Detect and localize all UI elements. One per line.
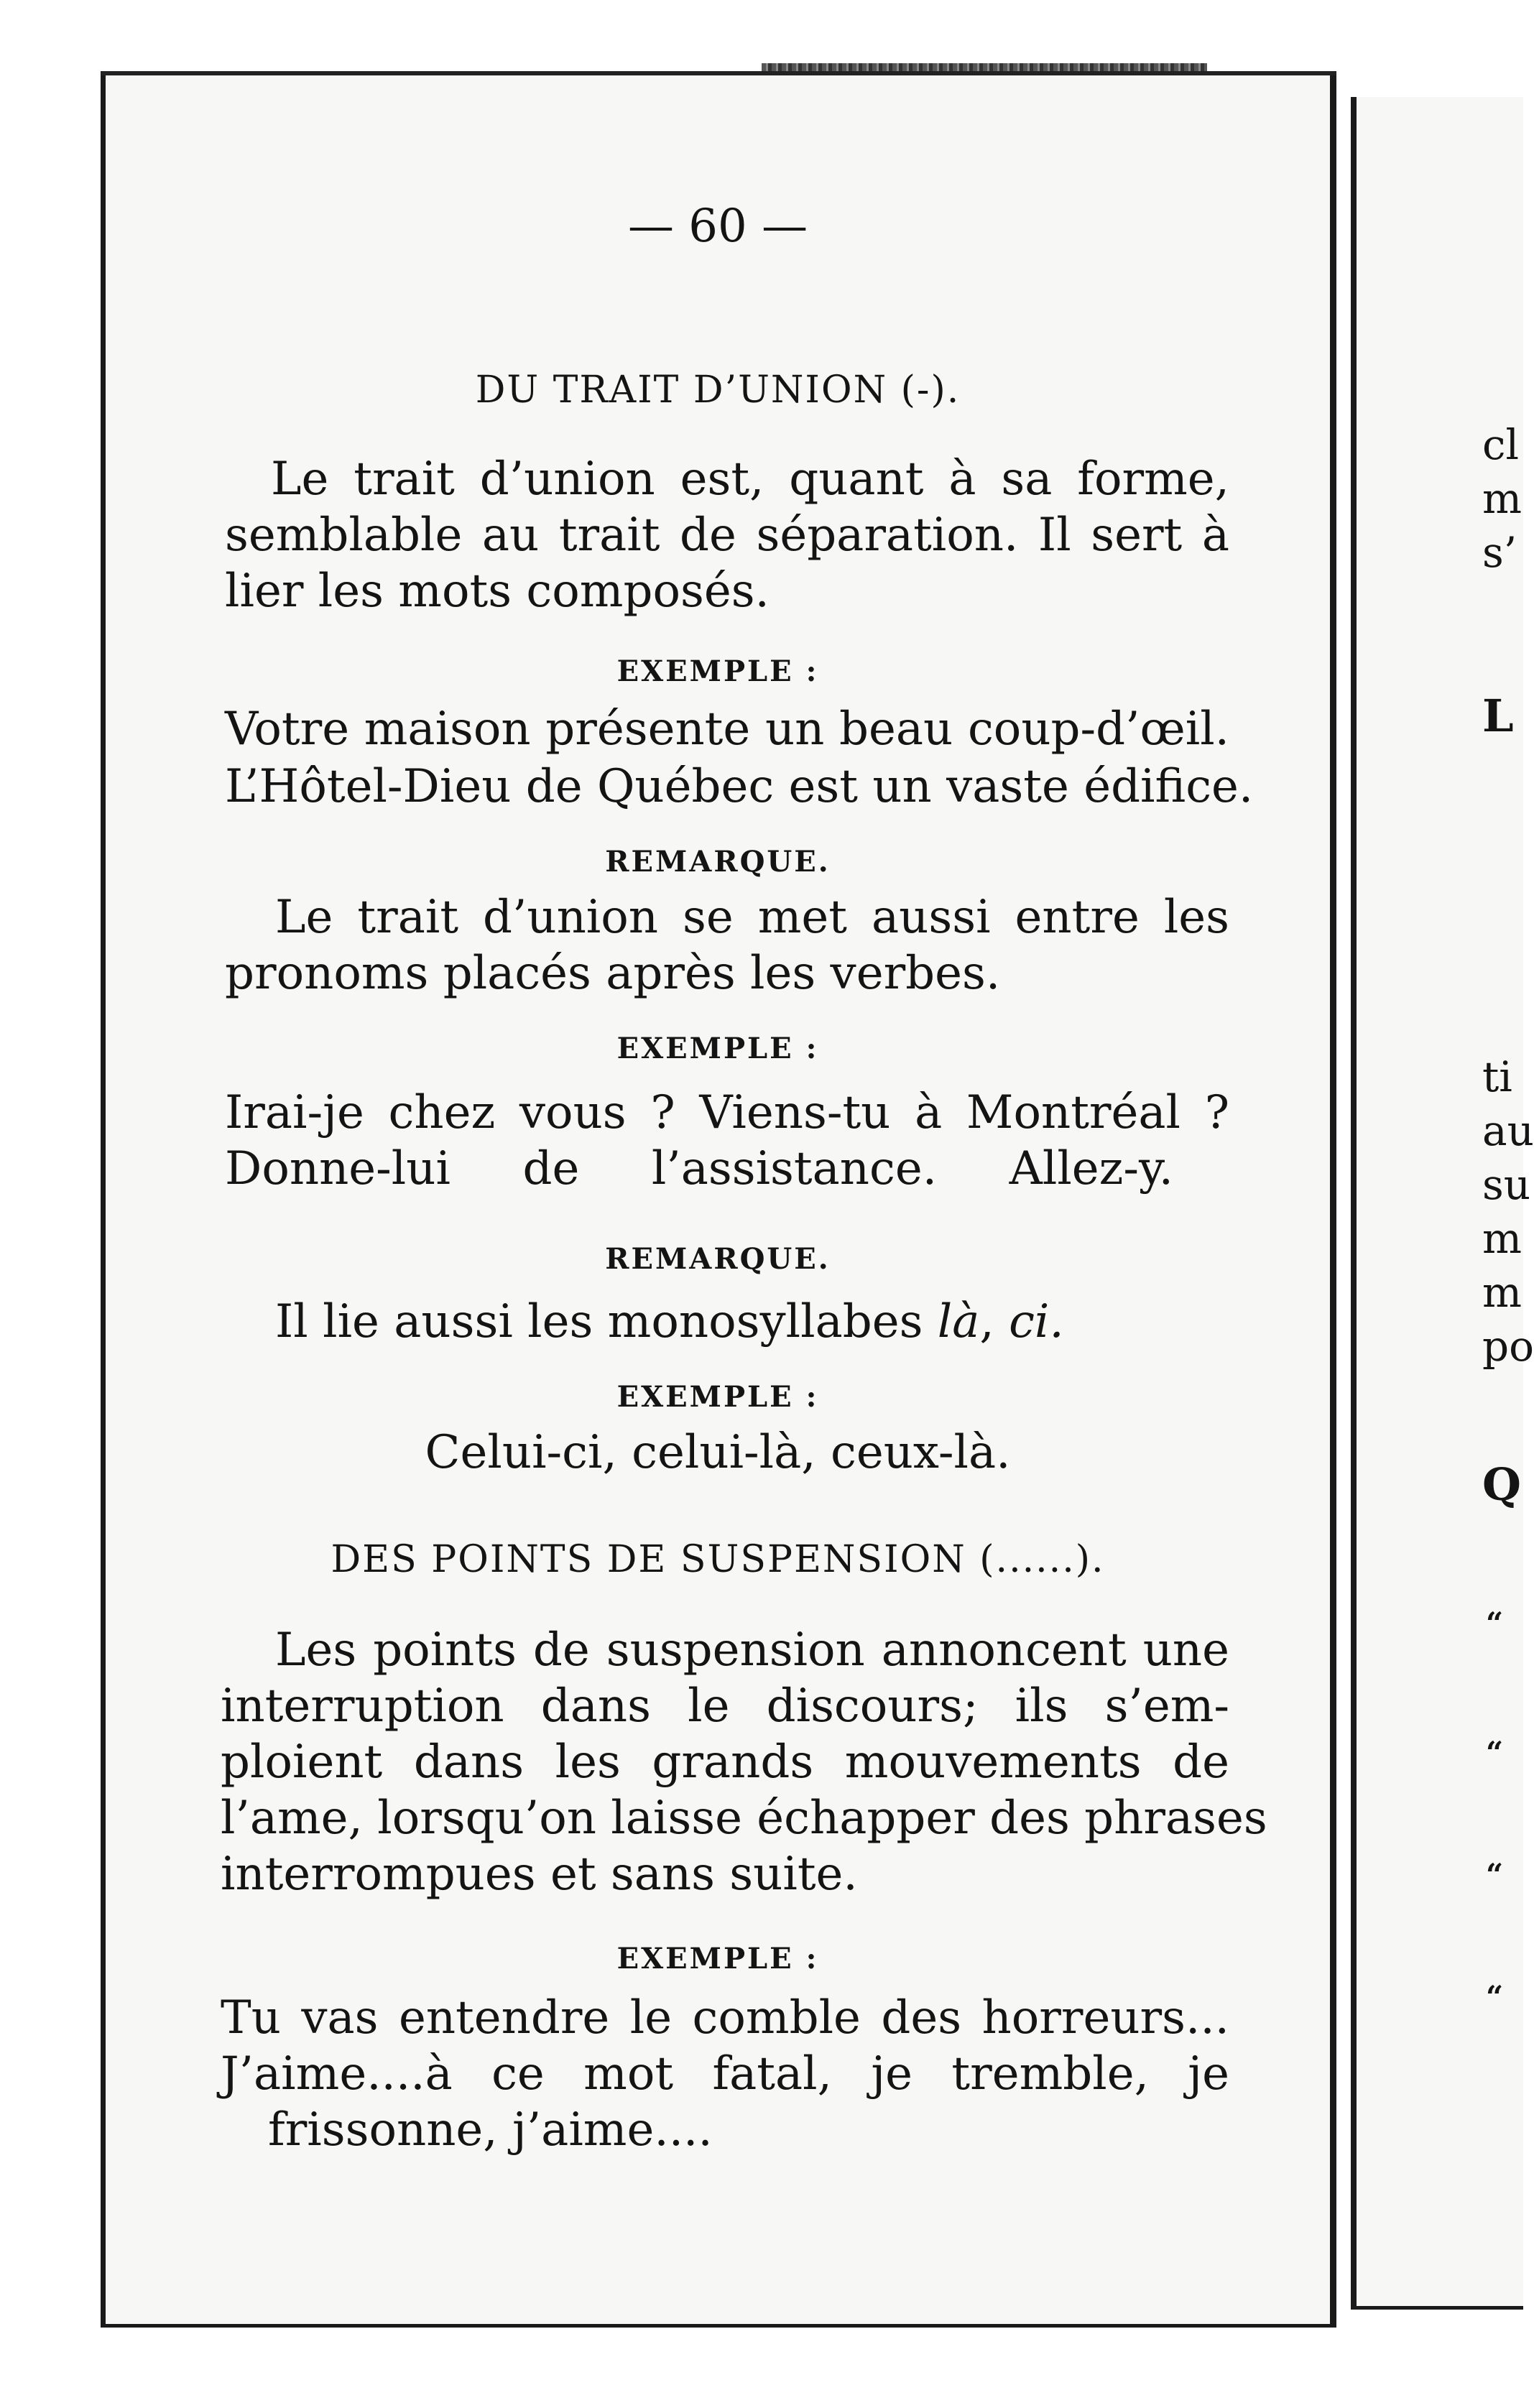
example-line: Donne-lui de l’assistance. Allez-y. — [225, 1142, 1173, 1195]
remark-label: REMARQUE. — [605, 1242, 831, 1276]
right-fragment: Q — [1482, 1458, 1522, 1511]
paragraph-line: lier les mots composés. — [225, 565, 770, 618]
right-fragment: po — [1482, 1322, 1534, 1371]
right-fragment: m — [1482, 1268, 1522, 1317]
right-quote-mark: “ — [1486, 1735, 1504, 1770]
right-fragment: m — [1482, 474, 1522, 523]
right-quote-mark: “ — [1486, 1979, 1504, 2014]
example-label: EXEMPLE : — [616, 654, 819, 688]
right-fragment: m — [1482, 1214, 1522, 1263]
example-label: EXEMPLE : — [616, 1032, 819, 1065]
remark-label: REMARQUE. — [605, 845, 831, 879]
example-line: frissonne, j’aime.... — [268, 2103, 713, 2157]
right-page-fragment — [1351, 97, 1534, 2310]
remark-italic-la: là — [937, 1295, 980, 1348]
paragraph-line: interrompues et sans suite. — [221, 1848, 858, 1901]
paragraph-line: l’ame, lorsqu’on laisse échapper des phrases — [221, 1792, 1267, 1845]
example-line: Tu vas entendre le comble des horreurs... — [221, 1991, 1229, 2045]
paragraph-line: ploient dans les grands mouvements de — [221, 1736, 1229, 1789]
paragraph-line: semblable au trait de séparation. Il sert à — [225, 509, 1229, 562]
right-fragment: cl — [1482, 420, 1520, 469]
paragraph-line: interruption dans le discours; ils s’em- — [221, 1680, 1229, 1733]
example-line: Irai-je chez vous ? Viens-tu à Montréal ? — [225, 1086, 1229, 1139]
paragraph-line: Les points de suspension annoncent une — [275, 1624, 1229, 1677]
right-fragment: s’ — [1482, 528, 1517, 577]
right-quote-mark: “ — [1486, 1857, 1504, 1892]
page-text — [106, 75, 1330, 2324]
right-fragment: au — [1482, 1106, 1534, 1155]
remark-italic-ci: ci. — [1009, 1295, 1064, 1348]
remark-line: Le trait d’union se met aussi entre les — [275, 891, 1229, 944]
example-label: EXEMPLE : — [616, 1380, 819, 1414]
example-line: J’aime....à ce mot fatal, je tremble, je — [221, 2047, 1229, 2101]
remark-line: Il lie aussi les monosyllabes là, ci. — [275, 1295, 1064, 1348]
right-fragment: L — [1482, 690, 1514, 742]
left-page — [101, 75, 1336, 2328]
example-line: Celui-ci, celui-là, ceux-là. — [425, 1426, 1011, 1479]
right-fragment: su — [1482, 1160, 1531, 1209]
right-fragment: ti — [1482, 1052, 1512, 1101]
remark-line: pronoms placés après les verbes. — [225, 947, 1001, 1000]
section-heading-suspension: DES POINTS DE SUSPENSION (......). — [331, 1538, 1105, 1581]
page-number: — 60 — — [627, 200, 808, 253]
paragraph-line: Le trait d’union est, quant à sa forme, — [271, 453, 1229, 506]
example-label: EXEMPLE : — [616, 1942, 819, 1976]
example-line: Votre maison présente un beau coup-d’œil. — [225, 703, 1229, 756]
section-heading-trait-union: DU TRAIT D’UNION (-). — [475, 369, 961, 412]
right-quote-mark: “ — [1486, 1606, 1504, 1641]
example-line: L’Hôtel-Dieu de Québec est un vaste édifice. — [225, 760, 1254, 813]
remark-text: Il lie aussi les monosyllabes — [275, 1295, 923, 1348]
